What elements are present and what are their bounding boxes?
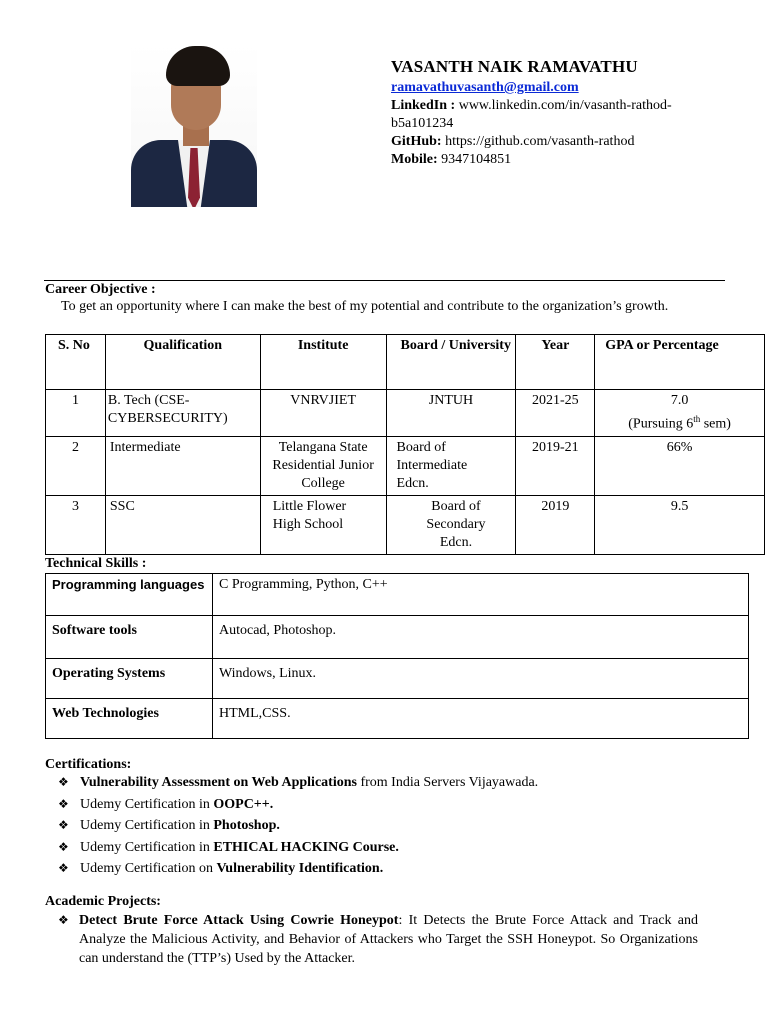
github-line	[391, 133, 721, 151]
diamond-bullet-icon: ❖	[58, 818, 69, 833]
gpa-note-sup: th	[693, 414, 701, 424]
skills-table	[45, 573, 749, 739]
mobile-line	[391, 151, 721, 169]
cell-year: 2019	[516, 495, 595, 554]
cell-sno: 1	[46, 390, 106, 437]
cell-qualification: SSC	[105, 495, 260, 554]
cell-sno: 2	[46, 436, 106, 495]
gpa-note	[597, 410, 762, 434]
cell-board: Board of Secondary Edcn.	[386, 495, 516, 554]
gpa-note-pre: (Pursuing 6	[628, 416, 694, 432]
linkedin-line	[391, 97, 721, 133]
header-divider	[44, 280, 725, 281]
table-row	[46, 574, 749, 616]
gpa-value: 7.0	[670, 393, 689, 408]
list-item	[58, 858, 538, 880]
linkedin-value[interactable]: www.linkedin.com/in/vasanth-rathod-b5a101234	[391, 98, 672, 131]
photo-hair	[166, 46, 230, 86]
cell-board: Board of Intermediate Edcn.	[386, 436, 516, 495]
diamond-bullet-icon: ❖	[58, 839, 69, 854]
cell-sno: 3	[46, 495, 106, 554]
email-link[interactable]: ramavathuvasanth@gmail.com	[391, 80, 579, 95]
skill-key: Web Technologies	[46, 699, 213, 739]
skill-key: Operating Systems	[46, 659, 213, 699]
career-objective-title: Career Objective :	[45, 282, 156, 297]
cert-bold: Vulnerability Identification.	[216, 861, 384, 877]
cert-bold: Photoshop.	[213, 818, 280, 834]
col-header-institute: Institute	[260, 335, 386, 390]
cell-year: 2019-21	[516, 436, 595, 495]
cert-bold: OOPC++.	[213, 796, 274, 812]
skill-key: Programming languages	[46, 574, 213, 616]
cell-qualification: B. Tech (CSE-CYBERSECURITY)	[105, 390, 260, 437]
table-row	[46, 436, 765, 495]
table-row	[46, 616, 749, 659]
profile-photo	[131, 44, 257, 207]
education-table	[45, 334, 765, 555]
table-row	[46, 390, 765, 437]
cell-qualification: Intermediate	[105, 436, 260, 495]
mobile-value: 9347104851	[441, 152, 512, 167]
skill-value: HTML,CSS.	[213, 699, 749, 739]
academic-projects-title: Academic Projects:	[45, 894, 161, 909]
col-header-year: Year	[516, 335, 595, 390]
github-value[interactable]: https://github.com/vasanth-rathod	[445, 134, 635, 149]
list-item	[58, 794, 538, 816]
project-description	[79, 911, 698, 968]
diamond-bullet-icon: ❖	[58, 861, 69, 876]
cert-pre: Udemy Certification in	[80, 818, 214, 834]
diamond-bullet-icon: ❖	[58, 796, 69, 811]
list-item	[58, 815, 538, 837]
col-header-qualification: Qualification	[105, 335, 260, 390]
cell-institute: Little Flower High School	[260, 495, 386, 554]
cert-bold: ETHICAL HACKING Course.	[213, 839, 399, 855]
diamond-bullet-icon: ❖	[58, 913, 69, 927]
cert-pre: Udemy Certification in	[80, 839, 214, 855]
project-title: Detect Brute Force Attack Using Cowrie Honeypot	[79, 913, 399, 928]
cell-gpa: 66%	[595, 436, 765, 495]
diamond-bullet-icon: ❖	[58, 775, 69, 789]
contact-header	[391, 58, 721, 169]
skill-key: Software tools	[46, 616, 213, 659]
col-header-board: Board / University	[386, 335, 516, 390]
cell-institute: Telangana State Residential Junior College	[260, 436, 386, 495]
skill-value: C Programming, Python, C++	[213, 574, 749, 616]
cert-pre: Udemy Certification on	[80, 861, 217, 877]
cell-board: JNTUH	[386, 390, 516, 437]
certifications-title: Certifications:	[45, 757, 132, 772]
candidate-name: VASANTH NAIK RAMAVATHU	[391, 57, 638, 76]
skill-value: Autocad, Photoshop.	[213, 616, 749, 659]
linkedin-label: LinkedIn :	[391, 98, 456, 113]
cert-bold: Vulnerability Assessment on Web Applications	[80, 775, 357, 790]
list-item	[58, 772, 538, 794]
technical-skills-title: Technical Skills :	[45, 556, 147, 571]
project-item	[58, 911, 698, 968]
cert-post: from India Servers Vijayawada.	[356, 775, 539, 790]
cell-gpa: 9.5	[595, 495, 765, 554]
table-row	[46, 495, 765, 554]
table-row	[46, 659, 749, 699]
list-item	[58, 837, 538, 859]
career-objective-text: To get an opportunity where I can make the best of my potential and contribute to the organization’s growth.	[61, 299, 669, 314]
skill-value: Windows, Linux.	[213, 659, 749, 699]
cell-institute: VNRVJIET	[260, 390, 386, 437]
mobile-label: Mobile:	[391, 152, 438, 167]
gpa-note-post: sem)	[700, 416, 731, 432]
table-row	[46, 699, 749, 739]
cert-pre: Udemy Certification in	[80, 796, 214, 812]
col-header-gpa: GPA or Percentage	[595, 335, 765, 390]
github-label: GitHub:	[391, 134, 442, 149]
cell-year: 2021-25	[516, 390, 595, 437]
project-text: : It Detects the Brute Force Attack and Track and Analyze the Malicious Activity, and Behavior of Attackers who Target the SSH Honeypot. So Organizations can understand the (TTP’s) Used by the Attacker.	[79, 913, 698, 966]
education-header-row	[46, 335, 765, 390]
certifications-list	[58, 772, 538, 880]
cell-gpa	[595, 390, 765, 437]
col-header-sno: S. No	[46, 335, 106, 390]
